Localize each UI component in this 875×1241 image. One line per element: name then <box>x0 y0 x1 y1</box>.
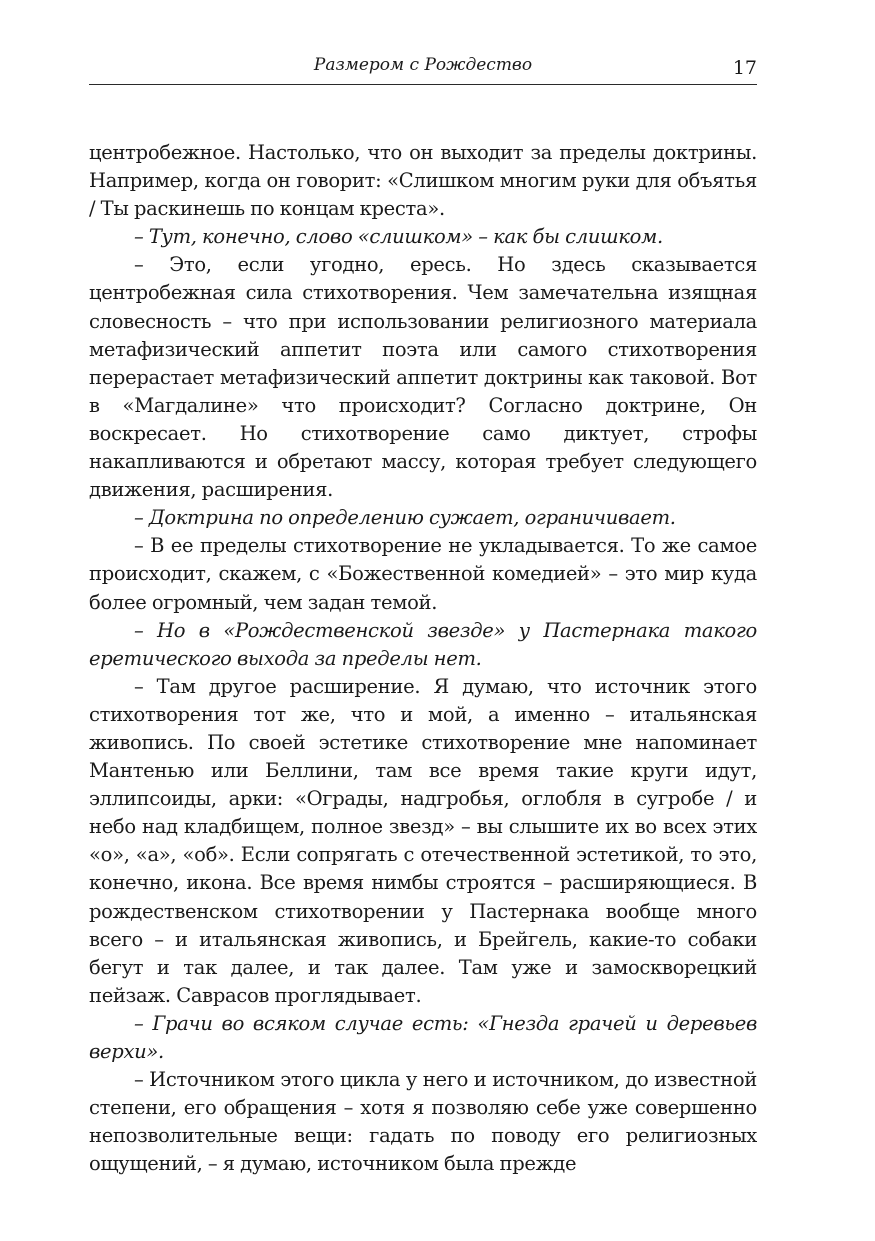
poet-answer: – Там другое расширение. Я думаю, что источник этого стихотворения тот же, что и мой, а именно – итальянская живопись. По своей эстетике стихотворение мне напоминает Мантенью или Беллини, там все время такие круги идут, эллипсоиды, арки: «Ограды, надгробья, оглобля в сугробе / и небо над кладбищем, полное звезд» – вы слышите их во всех этих «о», «а», «об». Если сопрягать с отечественной эстетикой, то это, конечно, икона. Все время нимбы строятся – расширяющиеся. В рождественском стихотворении у Пастернака вообще много всего – и итальянская живопись, и Брейгель, какие-то собаки бегут и так далее, и так далее. Там уже и замоскворецкий пейзаж. Саврасов проглядывает. <box>89 674 757 1007</box>
paragraph-continuation: центробежное. Настолько, что он выходит за пределы доктрины. Например, когда он говорит: «Слишком многим руки для объятья / Ты раскинешь по концам креста». <box>89 141 757 221</box>
interviewer-question: – Тут, конечно, слово «слишком» – как бы слишком. <box>134 225 663 249</box>
poet-answer: – В ее пределы стихотворение не укладывается. То же самое происходит, скажем, с «Божественной комедией» – это мир куда более огромный, чем задан темой. <box>89 534 757 614</box>
poet-answer: – Это, если угодно, ересь. Но здесь сказывается центробежная сила стихотворения. Чем замечательна изящная словесность – что при использовании религиозного материала метафизический аппетит поэта или самого стихотворения перерастает метафизический аппетит доктрины как таковой. Вот в «Магдалине» что происходит? Согласно доктрине, Он воскресает. Но стихотворение само диктует, строфы накапливаются и обретают массу, которая требует следующего движения, расширения. <box>89 253 757 502</box>
poet-answer: – Источником этого цикла у него и источником, до известной степени, его обращения – хотя я позволяю себе уже совершенно непозволительные вещи: гадать по поводу его религиозных ощущений, – я думаю, источником была прежде <box>89 1068 757 1176</box>
interviewer-question: – Грачи во всяком случае есть: «Гнезда грачей и деревьев верхи». <box>89 1011 757 1063</box>
interviewer-question: – Но в «Рождественской звезде» у Пастернака такого еретического выхода за пределы нет. <box>89 618 757 670</box>
body-text <box>89 139 757 1178</box>
interviewer-question: – Доктрина по определению сужает, ограничивает. <box>134 506 676 530</box>
page-number: 17 <box>732 57 757 79</box>
running-header <box>89 52 757 85</box>
running-title: Размером с Рождество <box>313 55 533 75</box>
